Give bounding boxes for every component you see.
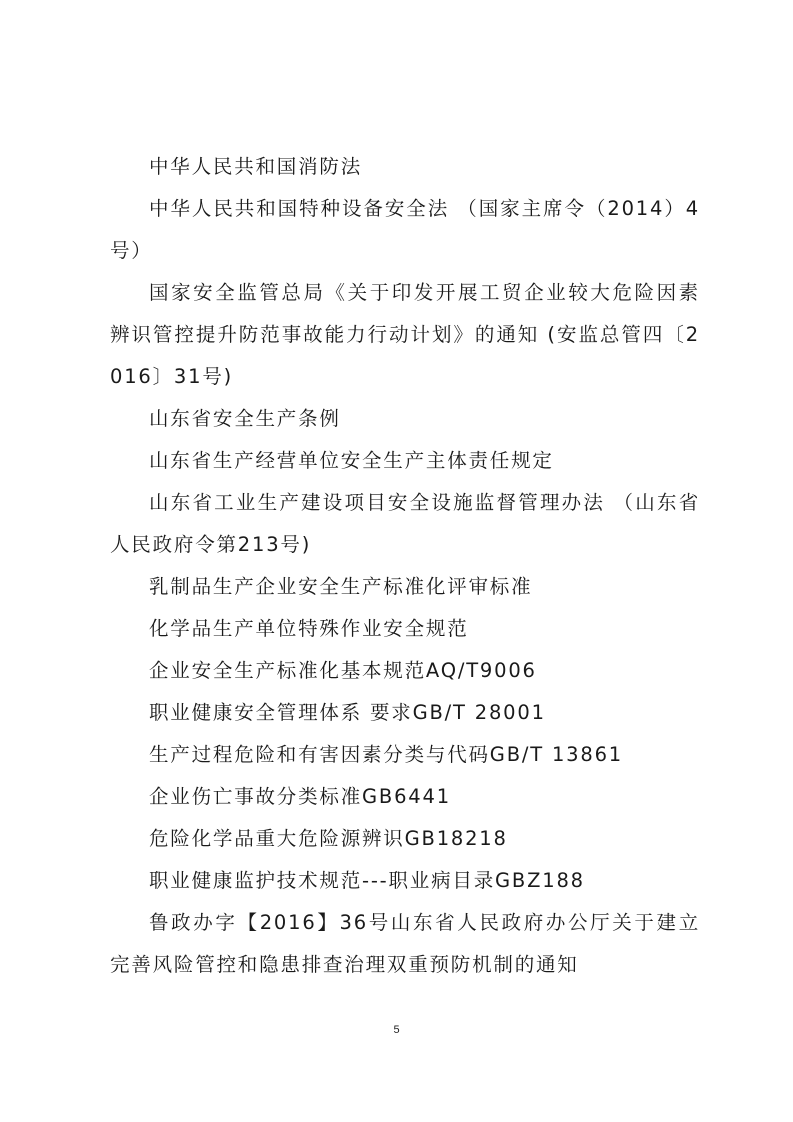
reference-item: 国家安全监管总局《关于印发开展工贸企业较大危险因素辨识管控提升防范事故能力行动计划》的通知 (安监总管四〔2016〕31号) bbox=[110, 281, 700, 388]
reference-item: 化学品生产单位特殊作业安全规范 bbox=[149, 617, 469, 640]
reference-item: 山东省安全生产条例 bbox=[149, 407, 341, 430]
reference-item: 中华人民共和国特种设备安全法 （国家主席令（2014）4号） bbox=[110, 197, 700, 262]
page-number: 5 bbox=[393, 1024, 400, 1036]
reference-item: 山东省工业生产建设项目安全设施监督管理办法 （山东省人民政府令第213号) bbox=[110, 491, 700, 556]
reference-item: 企业伤亡事故分类标准GB6441 bbox=[149, 785, 451, 808]
reference-item: 危险化学品重大危险源辨识GB18218 bbox=[149, 827, 508, 850]
reference-item: 企业安全生产标准化基本规范AQ/T9006 bbox=[149, 659, 537, 682]
reference-item: 鲁政办字【2016】36号山东省人民政府办公厅关于建立完善风险管控和隐患排查治理双重预防机制的通知 bbox=[110, 911, 700, 976]
reference-item: 中华人民共和国消防法 bbox=[149, 155, 363, 178]
reference-item: 职业健康安全管理体系 要求GB/T 28001 bbox=[149, 701, 546, 724]
reference-item: 职业健康监护技术规范---职业病目录GBZ188 bbox=[149, 869, 585, 892]
reference-list bbox=[110, 146, 700, 986]
reference-item: 生产过程危险和有害因素分类与代码GB/T 13861 bbox=[149, 743, 624, 766]
reference-item: 乳制品生产企业安全生产标准化评审标准 bbox=[149, 575, 533, 598]
reference-item: 山东省生产经营单位安全生产主体责任规定 bbox=[149, 449, 554, 472]
